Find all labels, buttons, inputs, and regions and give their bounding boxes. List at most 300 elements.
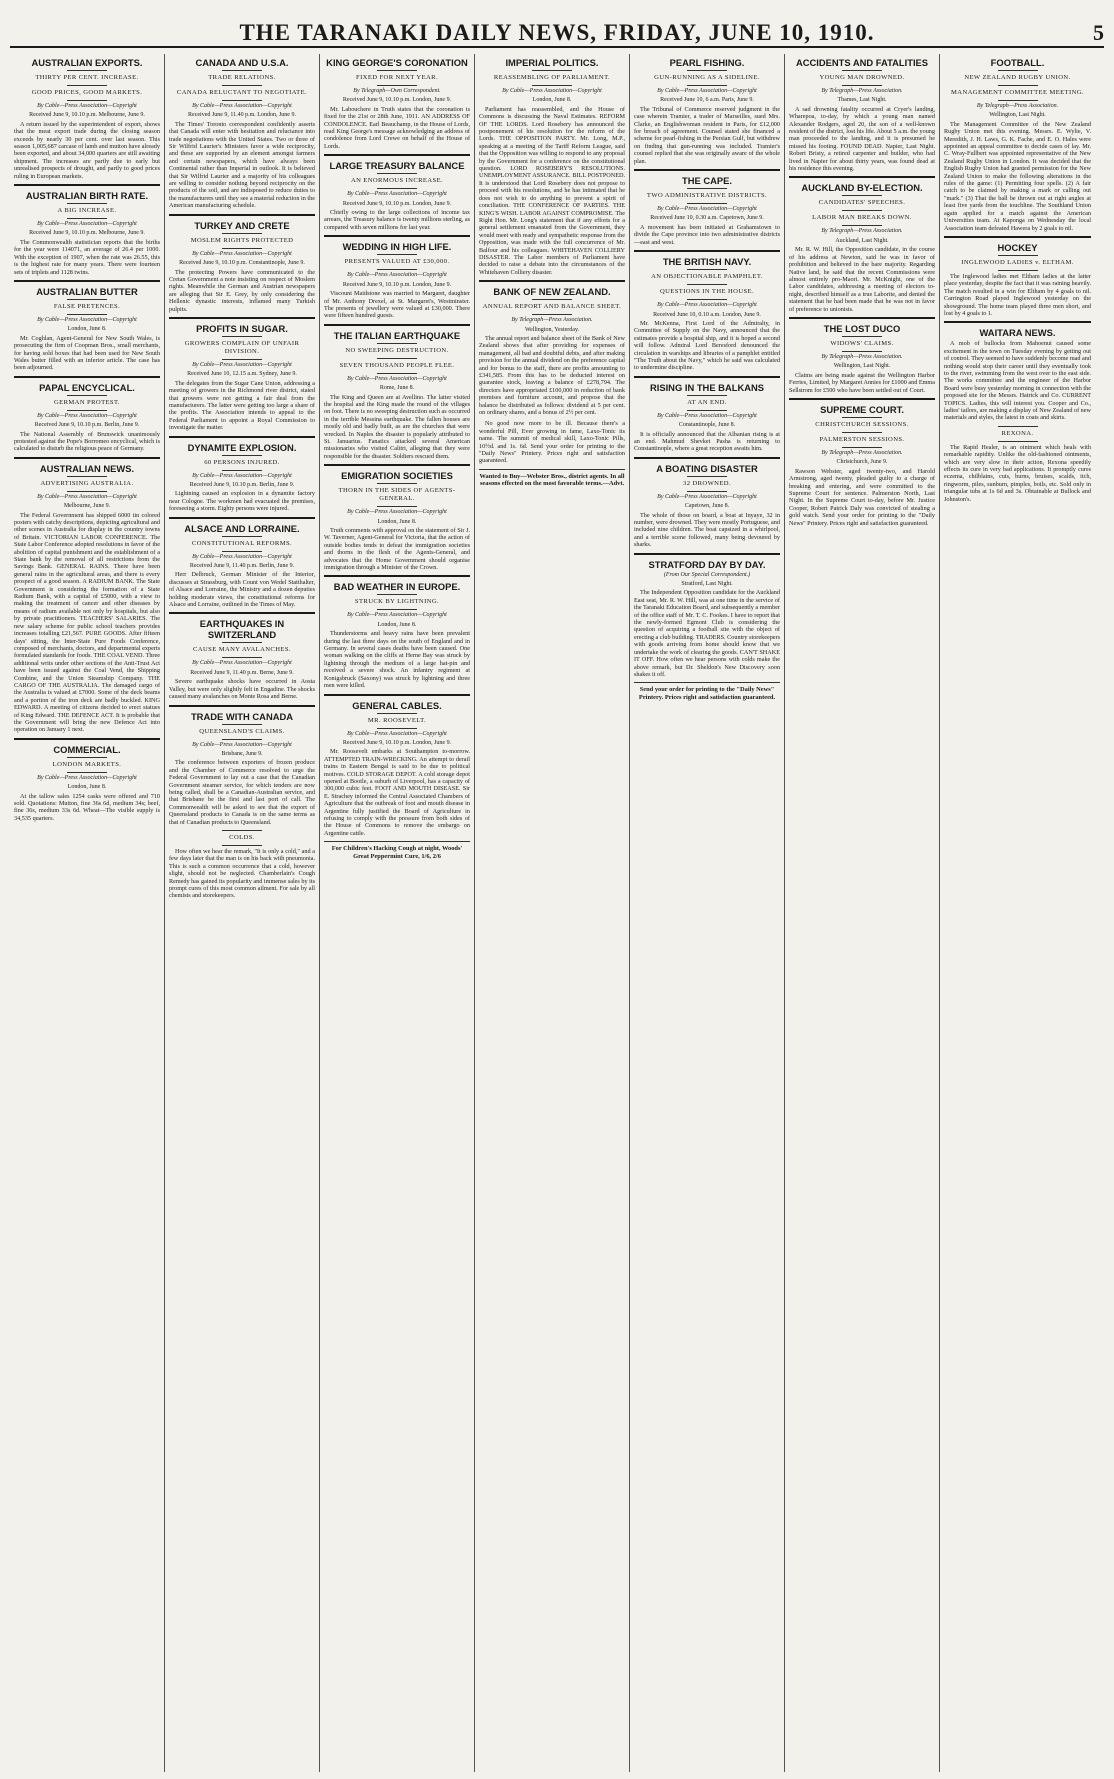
article-subheading: CANADA RELUCTANT TO NEGOTIATE. [176, 89, 308, 96]
article-dateline: Received June 9, 10.10 p.m. London, June 9. [342, 97, 452, 104]
article-subheading: MOSLEM RIGHTS PROTECTED [190, 236, 294, 244]
article-headline: HOCKEY [944, 236, 1091, 253]
article-body: A sad drowning fatality occurred at Cryer's landing, Wharepoa, to-day, by which a young man named Alexander Rodgers, aged 20, the son of a well-known resident of the district, lost his life. About 5 a.m. the young man proceeded to the landing, and it is presumed he missed his footing. FOUND DEAD. Napier, Last Night. Robert Bristy, a retired carpenter and builder, who had lived in Napier for about thirty years, was found dead at his residence this evening. [789, 105, 935, 173]
divider-rule [222, 233, 262, 234]
article [169, 214, 315, 313]
article-dateline: Received June 9, 11.40 p.m. Berlin, June 9. [189, 563, 295, 570]
divider-rule [67, 299, 107, 300]
divider-rule [67, 85, 107, 86]
divider-rule [67, 70, 107, 71]
article [324, 464, 470, 571]
divider-rule [687, 395, 727, 396]
article [789, 317, 935, 394]
article-subheading: FIXED FOR NEXT YEAR. [356, 74, 438, 81]
article-body: Mr. Coghlan, Agent-General for New South Wales, is prosecuting the firm of Coopman Bros., small merchants, for having sold boxes that had been used for New South Wales butter filled with an inferior article. The case has been adjourned. [14, 334, 160, 372]
article-body: The Management Committee of the New Zealand Rugby Union met this evening. Messrs. E. Wylie, V. Meredith, J. H. Laws, G. K. Fache, and E. O. Hales were appointed an appeal committee to decide cases of lay. Mr. C. Wray-Fullbert was appointed representative of the New Zealand Rugby Union in London. It was decided that the English Rugby Union had granted permission for the New Zealand Union to make the following alterations in the rules of the game: (1) Permitting four spells. (2) A fair catch to be claimed by making a mark or calling out "mark." (3) That the ball be thrown out at right angles at least five yards from the touchline. The Southland Union again applied for a match against the American Universities team. At Kaponga on Wednesday the local Association team defeated Hawera by 2 goals to nil. [944, 120, 1091, 232]
divider-rule [67, 476, 107, 477]
page-number: 5 [1093, 20, 1104, 45]
divider-rule [222, 470, 262, 471]
article [479, 280, 625, 416]
article-body: Truth comments with approval on the statement of Sir J. W. Taverner, Agent-General for Victoria, that the action of outside bodies tends to defeat the immigration societies and thorns in the flesh of the Agents-General, and advocates that the Home Government should organise immigration through a Minister of the Crown. [324, 527, 470, 572]
article-byline: By Cable—Press Association—Copyright [37, 316, 137, 323]
article-subheading: AN ENORMOUS INCREASE. [350, 177, 444, 185]
article [169, 57, 315, 210]
article-body: The conference between exporters of frozen produce and the Chamber of Commerce resolved to urge the Federal Government to lay out a case that the Canadian Government steamer service, for which tenders are now being called, shall be a Canadian-Australian service, and that Brisbane be the first and last port of call. The Commonwealth will be asked to see that the export of Queensland products to Canada is on the same terms as that of Canadian products to Queensland. [169, 759, 315, 826]
column-4 [475, 54, 630, 1772]
article-byline: By Cable—Press Association—Copyright [347, 272, 447, 279]
article-dateline: Received June 9, 10.10 p.m. London, June 9. [342, 739, 452, 746]
divider-rule [222, 70, 262, 71]
divider-rule [842, 447, 882, 448]
divider-rule [687, 269, 727, 270]
article-byline: By Cable—Press Association—Copyright [192, 250, 292, 257]
article-byline: By Cable—Press Association—Copyright [37, 412, 137, 419]
article [324, 235, 470, 319]
divider-rule [998, 85, 1038, 86]
article-dateline: Received June 9, 10.10 p.m. Melbourne, June 9. [29, 230, 145, 237]
advertisement: For Children's Hacking Cough at night, Woods' Great Peppermint Cure, 1/6, 2/6 [324, 841, 470, 860]
article-headline: PEARL FISHING. [669, 57, 745, 68]
article-subheading: TWO ADMINISTRATIVE DISTRICTS. [646, 192, 768, 200]
article-headline: DYNAMITE EXPLOSION. [169, 436, 315, 453]
column-3 [320, 54, 475, 1772]
article-body: The Independent Opposition candidate for the Auckland East seat, Mr. R. W. Hill, was at one time in the service of the Taranaki Education Board, and subsequently a member of the office staff of Mr. T. C. Fookes. I have to report that the newly-formed Egmont Club is considering the question of acquiring a football site with the object of erecting a club building. TRADERS. Country storekeepers with goods arriving from home should know that we undertake the work of clearing the goods. CAN'T SHAKE IT OFF. How often we hear persons with colds make the above remark, but Dr. Sheldon's New Discovery soon shakes it off. [634, 589, 780, 678]
article-subheading: INGLEWOOD LADIES v. ELTHAM. [961, 258, 1074, 266]
divider-rule [67, 218, 107, 219]
article-byline: By Telegraph—Press Association. [511, 317, 593, 324]
article-byline: By Cable—Press Association—Copyright [657, 206, 757, 213]
divider-rule [377, 373, 417, 374]
article [789, 57, 935, 172]
article [324, 154, 470, 231]
article-subheading: A BIG INCREASE. [57, 207, 117, 215]
article-body: Parliament has reassembled, and the House of Commons is discussing the Naval Estimates. REFORM OF THE LORDS. Lord Rosebery has announced the postponement of his resolution for the reform of the Lords. THE OPPOSITION PARTY. Mr. Long, M.P., speaking at a meeting of the Tariff Reform League, said that the Opposition was willing to respond to any proposal by the Government for a conference on the constitutional question. LORD ROSEBERY'S RESOLUTIONS. UNEMPLOYMENT ASSURANCE. BILL POSTPONED. It is understood that Lord Rosebery does not propose to proceed with his resolutions, and he has intimated that he does not wish to do anything to prevent a spirit of conciliation. THE CONFERENCE OF PARTIES. THE KING'S WISH. LABOR AGAINST COMPROMISE. The Right Hon. Mr. Long's statement that if any efforts for a general settlement emanated from the Government, they would meet with ready and sympathetic response from the Opposition, was made with the full concurrence of Mr. Balfour and his colleagues. WHITEHAVEN COLLIERY DISASTER. The Labor members of Parliament have decided to raise a debate into the circumstances of the Whitehaven Colliery disaster. [479, 105, 625, 276]
article-subheading: PALMERSTON SESSIONS. [819, 435, 905, 443]
article-dateline: London, June 8. [377, 621, 417, 628]
article-subheading: QUEENSLAND'S CLAIMS. [199, 727, 285, 735]
column-1 [10, 54, 165, 1772]
article-subheading: PRESENTS VALUED AT £30,000. [344, 258, 450, 266]
divider-rule [532, 70, 572, 71]
article-subheading: TRADE RELATIONS. [208, 74, 276, 81]
article-headline: THE ITALIAN EARTHQUAKE [324, 324, 470, 341]
article [14, 738, 160, 822]
article-body: The Times' Toronto correspondent confidently asserts that Canada will enter with hesitation and reluctance into trade negotiations with the United States. Two or three of Sir Wilfrid Laurier's Ministers favor a wide reciprocity, and these are supported by an element amongst farmers and certain newspapers, which have always been Continental rather than Imperial in outlook. It is believed that Sir Wilfrid Laurier and a majority of his colleagues are willing to consider nothing beyond reciprocity on the products of the soil, and are indisposed to reduce duties to the manufacturers until they see a material reduction in the American manufacturing schedule. [169, 120, 315, 210]
article [14, 457, 160, 734]
divider-rule [687, 410, 727, 411]
divider-rule [687, 284, 727, 285]
divider-rule [377, 713, 417, 714]
article-byline: By Telegraph—Press Association. [821, 353, 903, 360]
article-body: The delegates from the Sugar Cane Union, addressing a meeting of growers in the Richmond river district, stated that growers were not getting a fair deal from the manufacturers. The latter were getting too large a share of the profits. The Association intends to appeal to the Federal Parliament to appoint a Royal Commission to investigate the matter. [169, 379, 315, 432]
divider-rule [67, 491, 107, 492]
article-byline: By Cable—Press Association—Copyright [192, 103, 292, 109]
article-byline: By Cable—Press Association—Copyright [347, 509, 447, 516]
article-headline: GENERAL CABLES. [324, 694, 470, 711]
divider-rule [222, 359, 262, 360]
article [169, 436, 315, 513]
article-dateline: Received June 10, 0.30 a.m. Capetown, June 9. [650, 215, 764, 222]
article-body: It is officially announced that the Albanian rising is at an end. Mahmud Shevket Pasha is returning to Constantinople, where a great reception awaits him. [634, 430, 780, 453]
article-byline: By Cable—Press Association—Copyright [192, 660, 292, 667]
article-body: Herr Delbruck, German Minister of the Interior, discusses at Strassburg, with Count von Wedel Statthalter, of Alsace and Lorraine, the Ministry and a dozen deputies holding moderate views, the constitutional reforms for Alsace and Lorraine, outlined in the Times of May. [169, 571, 315, 609]
divider-rule [998, 441, 1038, 442]
article-body: The King and Queen are at Avellino. The latter visited the hospital and the King made the round of the villages on foot. There is no sweeping destruction such as occurred in the terrible Messina earthquake. The fallen houses are mostly old and badly built, as are the churches that were wrecked. In Naples the disaster is popularly attributed to St. Januarius. Fanatics attacked several American missionaries who visited Calitri, alleging that they were responsible for the disaster. Soldiers rescued them. [324, 393, 470, 460]
article-byline: By Cable—Press Association—Copyright [192, 553, 292, 560]
divider-rule [67, 395, 107, 396]
article-subheading: REASSEMBLING OF PARLIAMENT. [493, 74, 611, 81]
article-body: Thunderstorms and heavy rains have been prevalent during the last three days on the south of England and in Germany. In several cases deaths have been caused. One woman walking on the cliffs at Herne Bay was struck by lightning through the medium of a large hat-pin and received a severe shock. An infantry regiment at Konigsbruck (Saxony) was struck by lightning and three men were killed. [324, 630, 470, 690]
article-byline: By Cable—Press Association—Copyright [347, 375, 447, 382]
article-subheading: MR. ROOSEVELT. [367, 716, 427, 724]
article-headline: A BOATING DISASTER [634, 457, 780, 474]
divider-rule [222, 642, 262, 643]
article-byline: By Cable—Press Association—Copyright [192, 472, 292, 479]
divider-rule [377, 173, 417, 174]
article [324, 575, 470, 689]
article [944, 236, 1091, 317]
divider-rule [532, 85, 572, 86]
divider-rule [687, 476, 727, 477]
article-body: The National Assembly of Brunswick unanimously protested against the Pope's Borromeo encyclical, which is calculated to disturb the religious peace of Germany. [14, 430, 160, 453]
article [634, 250, 780, 372]
divider-rule [377, 343, 417, 344]
article-body: Claims are being made against the Wellington Harbor Ferries, Limited, by Margaret Annies for £1000 and Emma Sellstrom for £500 who have been settled out of Court. [789, 371, 935, 394]
divider-rule [687, 491, 727, 492]
article-headline: RISING IN THE BALKANS [634, 376, 780, 393]
article-dateline: Melbourne, June 9. [63, 503, 111, 510]
article [169, 705, 315, 826]
newspaper-title: THE TARANAKI DAILY NEWS, FRIDAY, JUNE 10, 1910. [239, 20, 875, 45]
divider-rule [67, 203, 107, 204]
divider-rule [687, 299, 727, 300]
article [789, 398, 935, 527]
article-body: The Rapid Healer, is an ointment which heals with remarkable rapidity. Unlike the old-fashioned ointments, which are very slow in their action, Rexona speedily effects its cure in very bad applications. It promptly cures eczema, chilblains, cuts, burns, bruises, scalds, itch, ringworm, piles, sunburn, pimples, boils, etc. Sold only in triangular tubs at 1s 6d and 3s. Obtainable at Bullock and Johnston's. [944, 443, 1091, 503]
divider-rule [222, 536, 262, 537]
article [634, 553, 780, 679]
article-body: How often we hear the remark, "It is only a cold," and a few days later that the man is on his back with pneumonia. This is such a common occurrence that a cold, however slight, should not be neglected. Chamberlain's Cough Remedy has gained its popularity and immense sales by its prompt cures of this most common ailment. For sale by all chemists and storekeepers. [169, 847, 315, 900]
article-headline: WEDDING IN HIGH LIFE. [324, 235, 470, 252]
article-body: Mr. Roosevelt embarks at Southampton to-morrow. ATTEMPTED TRAIN-WRECKING. An attempt to derail trains in Eastern Bengal is said to be due to political motives. COLD STORAGE DEPOT. A cold storage depot opened at Bootle, a suburb of Liverpool, has a capacity of 300,000 cubic feet. FOOT AND MOUTH DISEASE. Sir E. Strachey informed the Central Associated Chambers of Agriculture that the outbreak of foot and mouth disease in Argentine fully justified the Board of Agriculture in refusing to comply with the pressure from both sides of the House of Commons to remove the embargo on Argentine cattle. [324, 748, 470, 837]
article-headline: KING GEORGE'S CORONATION [326, 57, 468, 68]
article-body: The protecting Powers have communicated to the Cretan Government a note insisting on respect of Moslem rights. Meanwhile the German and Austrian newspapers are alleging that Sir E. Grey, by only considering the Hellenic dynastic interests, inflamed many Turkish pulpits. [169, 268, 315, 313]
article-dateline: London, June 8. [532, 97, 572, 104]
article-body: A return issued by the superintendent of export, shows that the meat export trade during the closing season exceeds by nearly 30 per cent. over last season. This season 1,005,687 carcase of lamb and mutton have already been exported, and about 34,000 quarters are still awaiting shipment. The increases are partly due to early but unrealised prospects of drought, and partly to good prices ruling in European markets. [14, 120, 160, 180]
article-dateline: London, June 8. [67, 326, 107, 333]
article-byline: By Telegraph—Press Association. [821, 88, 903, 94]
article-dateline: Received June 10, 0.10 a.m. London, June 9. [653, 311, 761, 318]
divider-rule [67, 100, 107, 101]
article-headline: AUSTRALIAN BUTTER [14, 280, 160, 297]
article-headline: THE BRITISH NAVY. [634, 250, 780, 267]
article-body: The Tribunal of Commerce reserved judgment in the case wherein Tramier, a trader of Marseilles, sued Mrs. Clarke, an Englishwoman resident in Paris, for £12,000 for breach of agreement. Counsel stated she financed a scheme for pearl-fishing in the Persian Gulf, but withdrew on finding that gun-running was included. Tramier's counsel replied that she was originally aware of the whole plan. [634, 105, 780, 165]
article-dateline: Received June 9, 10.10 p.m. Berlin, June 9. [34, 422, 140, 429]
divider-rule [377, 70, 417, 71]
article-body: Severe earthquake shocks have occurred in Aosta Valley, but were only slightly felt in Engadine. The shocks caused many avalanches on Monte Rosa and Berne. [169, 678, 315, 701]
divider-rule [998, 426, 1038, 427]
article-body: A mob of bullocks from Mahoenui caused some excitement in the town on Tuesday evening by getting out of control. They seemed to have suddenly become mad and nothing would stop their career until they eventually took to the river, swimming from the west over to the east side. The works committee and the engineer of the Harbor Board were busy yesterday morning in connection with the proposed site for the Messrs. Hatrick and Co. CURRENT TOPICS. Ladies, this will interest you. Cooper and Co., ladies' tailors, are making a display of New Zealand of new materials and styles, the latest in coats and skirts. [944, 340, 1091, 422]
article [169, 317, 315, 432]
article-byline: By Cable—Press Association—Copyright [192, 361, 292, 368]
article [14, 376, 160, 453]
article-headline: IMPERIAL POLITICS. [505, 57, 599, 68]
article-dateline: London, June 8. [67, 784, 107, 791]
article [634, 169, 780, 246]
article-headline: PAPAL ENCYCLICAL. [14, 376, 160, 393]
article-body: Chiefly owing to the large collections of income tax arrears, the Treasury balance is twenty millions sterling, as compared with seven millions for last year. [324, 209, 470, 231]
divider-rule [842, 210, 882, 211]
divider-rule [998, 70, 1038, 71]
divider-rule [67, 772, 107, 773]
article-headline: ALSACE AND LORRAINE. [169, 517, 315, 534]
article-headline: CANADA AND U.S.A. [195, 57, 289, 68]
article [324, 57, 470, 150]
article-subheading: QUESTIONS IN THE HOUSE. [659, 288, 755, 296]
article-subheading: GOOD PRICES, GOOD MARKETS. [31, 89, 143, 96]
article [324, 324, 470, 460]
article-headline: EARTHQUAKES IN SWITZERLAND [169, 612, 315, 640]
article-subheading: COLDS. [229, 833, 255, 841]
article [944, 321, 1091, 421]
article [944, 57, 1091, 232]
article-dateline: Received June 9, 10.10 p.m. London, June 9. [342, 281, 452, 288]
article-subheading: 32 DROWNED. [683, 479, 731, 487]
article-body: The Inglewood ladies met Eltham ladies at the latter place yesterday, despite the fact that it was raining heavily. The match resulted in a win for Eltham by 4 goals to nil. Carrington Road played Inglewood yesterday on the showground. The home team played three men short, and lost by 4 goals to 1. [944, 272, 1091, 317]
article-subheading: NO SWEEPING DESTRUCTION. [345, 346, 449, 354]
divider-rule [842, 195, 882, 196]
divider-rule [377, 358, 417, 359]
article-body: Lightning caused an explosion in a dynamite factory near Cologne. The workmen had evacuated the premises, foreseeing a storm. Eighty persons were injured. [169, 490, 315, 513]
article-body: The Commonwealth statistician reports that the births for the year were 114071, an average of 26.4 per 1000. With the exception of 1907, when the rate was 26.55, this is the highest rate for many years. There were fourteen sets of triplets and 1128 twins. [14, 238, 160, 276]
article-byline: By Cable—Press Association—Copyright [37, 774, 137, 781]
divider-rule [998, 255, 1038, 256]
article-dateline: Christchurch, June 9. [836, 459, 888, 466]
article-headline: AUSTRALIAN NEWS. [14, 457, 160, 474]
article-headline: PROFITS IN SUGAR. [169, 317, 315, 334]
divider-rule [842, 70, 882, 71]
divider-rule [67, 410, 107, 411]
article-dateline: Wellington, Yesterday. [524, 326, 580, 333]
article [169, 612, 315, 700]
divider-rule [222, 85, 262, 86]
divider-rule [377, 269, 417, 270]
article-subheading: MANAGEMENT COMMITTEE MEETING. [951, 89, 1084, 96]
divider-rule [377, 254, 417, 255]
divider-rule [222, 551, 262, 552]
article-headline: THE LOST DUCO [789, 317, 935, 334]
article-byline: By Cable—Press Association—Copyright [502, 88, 602, 94]
article [634, 457, 780, 549]
article-dateline: Received June 9, 10.10 p.m. Berlin, June 9. [189, 482, 295, 488]
article-headline: TURKEY AND CRETE [169, 214, 315, 231]
article-byline: By Cable—Press Association—Copyright [347, 730, 447, 737]
article-dateline: Received June 9, 11.40 p.m. London, June 9. [188, 112, 296, 119]
article-headline: LARGE TREASURY BALANCE [324, 154, 470, 171]
advertisement: Wanted to Buy—Webster Bros., district agents. In all seasons effected on the most favorable terms.—Advt. [479, 469, 625, 488]
article-byline: By Telegraph—Own Correspondent. [353, 88, 441, 94]
article-byline: By Cable—Press Association—Copyright [657, 412, 757, 419]
divider-rule [377, 506, 417, 507]
divider-rule [842, 351, 882, 352]
divider-rule [842, 336, 882, 337]
divider-rule [222, 455, 262, 456]
article-byline: By Cable—Press Association—Copyright [192, 741, 292, 748]
article-headline: STRATFORD DAY BY DAY. [634, 553, 780, 570]
divider-rule [67, 314, 107, 315]
divider-rule [377, 483, 417, 484]
article-byline: By Cable—Press Association—Copyright [657, 88, 757, 94]
article-subheading: YOUNG MAN DROWNED. [819, 74, 905, 81]
divider-rule [67, 757, 107, 758]
divider-rule [222, 830, 262, 831]
divider-rule [377, 728, 417, 729]
article-headline: FOOTBALL. [990, 57, 1045, 68]
column-6 [785, 54, 940, 1772]
article-body: Mr. R. W. Hill, the Opposition candidate, in the course of his address at Newton, said he was in favor of prohibition and believed in the bare majority. Regarding Native land, he said that the recent Commissions were almost entirely pro-Maori. Mr. McKnight, one of the Labor candidates, addressing a meeting of electors to-night, described himself as a true Laborite, and denied the statement that he had been made that he was not in favor of preference to unionists. [789, 246, 935, 313]
advertisement: Send your order for printing to the "Daily News" Printery. Prices right and satisfaction guaranteed. [634, 682, 780, 701]
article-byline: By Telegraph—Press Association. [821, 449, 903, 456]
divider-rule [222, 739, 262, 740]
divider-rule [687, 85, 727, 86]
column-5 [630, 54, 785, 1772]
article-subheading: CHRISTCHURCH SESSIONS. [815, 420, 909, 428]
article-byline: By Cable—Press Association—Copyright [347, 612, 447, 619]
article-dateline: London, June 8. [377, 518, 417, 525]
divider-rule [377, 609, 417, 610]
article-subheading: STRUCK BY LIGHTNING. [354, 598, 440, 606]
divider-rule [532, 299, 572, 300]
column-2 [165, 54, 320, 1772]
article-subheading: NEW ZEALAND RUGBY UNION. [964, 74, 1071, 81]
article-byline: By Cable—Press Association—Copyright [347, 191, 447, 198]
article [634, 376, 780, 453]
article-headline: ACCIDENTS AND FATALITIES [795, 57, 929, 68]
article-dateline: Received June 9, 10.10 p.m. London, June 9. [342, 200, 452, 207]
article-subheading: AN OBJECTIONABLE PAMPHLET. [651, 273, 763, 281]
article-subheading: THORN IN THE SIDES OF AGENTS-GENERAL. [338, 487, 456, 503]
article-headline: AUSTRALIAN EXPORTS. [31, 57, 143, 68]
article-byline: By Telegraph—Press Association. [821, 228, 903, 235]
divider-rule [842, 85, 882, 86]
article [789, 176, 935, 312]
article-body: The whole of those on board, a boat at Inyaye, 32 in number, were drowned. They were mostly Portuguese, and included nine children. The boat capsized in a whirlpool, and a terrible scene followed, many being devoured by sharks. [634, 511, 780, 549]
article-headline: AUSTRALIAN BIRTH RATE. [14, 184, 160, 201]
article-dateline: Rome, June 8. [379, 385, 415, 392]
article-subheading: THIRTY PER CENT. INCREASE. [35, 74, 139, 81]
article-subheading: CAUSE MANY AVALANCHES. [193, 646, 291, 654]
article [324, 694, 470, 838]
article-dateline: Stratford, Last Night. [681, 581, 733, 588]
article-subheading: CONSTITUTIONAL REFORMS. [191, 539, 293, 547]
article-body: Mr. McKenna, First Lord of the Admiralty, in Committee of Supply on the Navy, announced that the estimates provide a hospital ship, and it is hoped a second will follow. Admiral Lord Beresford denounced the circulation in warships and libraries of a pamphlet entitled "The Truth about the Navy," which he said was calculated to undermine discipline. [634, 319, 780, 372]
article [169, 517, 315, 609]
divider-rule [998, 270, 1038, 271]
divider-rule [842, 417, 882, 418]
divider-rule [222, 657, 262, 658]
divider-rule [377, 188, 417, 189]
article-body: Rawson Webster, aged twenty-two, and Harold Armstrong, aged twenty, pleaded guilty to a charge of breaking and entering, and were committed to the Supreme Court for sentence. Palmerston North, Last Night. In the Supreme Court to-day, before Mr. Justice Cooper, Robert Patrick Daly was convicted of stealing a gold watch. Send your order for printing to the "Daily News" Printery. Prices right and satisfaction guaranteed. [789, 467, 935, 527]
divider-rule [842, 225, 882, 226]
article-headline: BANK OF NEW ZEALAND. [479, 280, 625, 297]
divider-rule [377, 85, 417, 86]
divider-rule [222, 248, 262, 249]
article-subheading: GUN-RUNNING AS A SIDELINE. [654, 74, 760, 81]
article-headline: BAD WEATHER IN EUROPE. [324, 575, 470, 592]
article-body: A movement has been initiated at Grahamstown to divide the Cape province into two administrative districts—east and west. [634, 223, 780, 246]
article-dateline: Received June 10, 6 a.m. Paris, June 9. [660, 97, 754, 104]
divider-rule [687, 203, 727, 204]
article-body: The annual report and balance sheet of the Bank of New Zealand shows that after providing for expenses of management, all bad and doubtful debts, and after making provision for the annual dividend on the preference capital and for bonus to the staff, there are profits amounting to £341,585. From this has to be deducted interest on guarantee stock, leaving a balance of £278,794. The directors have appropriated £100,000 in reduction of bank premises and furniture account, and propose that the balance be distributed as follows: dividend at 5 per cent. on ordinary shares, and a bonus of 2½ per cent. [479, 334, 625, 417]
article-body: Viscount Maidstone was married to Margaret, daughter of Mr. Anthony Drexel, at St. Margaret's, Westminster. The presents of jewellery were valued at £30,000. There were fifteen hundred guests. [324, 290, 470, 320]
article-dateline: Constantinople, June 8. [678, 422, 736, 429]
article-byline: By Cable—Press Association—Copyright [37, 221, 137, 228]
article-body: At the tallow sales 1254 casks were offered and 710 sold. Quotations: Mutton, fine 36s 6d, medium 34s; beef, fine 36s, medium 33s 6d. Wheat—The visible supply is 34,535 quarters. [14, 792, 160, 822]
article [14, 280, 160, 372]
columns [10, 54, 1104, 1772]
article [14, 184, 160, 276]
article-byline: By Cable—Press Association—Copyright [657, 302, 757, 309]
article-subheading: CANDIDATES' SPEECHES. [818, 199, 906, 207]
article-byline: By Telegraph—Press Association. [976, 103, 1059, 109]
article-headline: WAITARA NEWS. [944, 321, 1091, 338]
article-subheading: LONDON MARKETS. [52, 760, 122, 768]
article-headline: SUPREME COURT. [789, 398, 935, 415]
article-dateline: Capetown, June 8. [684, 503, 730, 510]
divider-rule [377, 594, 417, 595]
article [944, 426, 1091, 503]
divider-rule [532, 314, 572, 315]
article-headline: TRADE WITH CANADA [169, 705, 315, 722]
article [479, 57, 625, 276]
article-subheading: WIDOWS' CLAIMS. [830, 339, 894, 347]
column-7 [940, 54, 1095, 1772]
divider-rule [998, 100, 1038, 101]
article-subheading: GERMAN PROTEST. [54, 398, 120, 406]
divider-rule [222, 724, 262, 725]
article-subheading: REXONA. [1001, 429, 1034, 437]
article-byline: By Cable—Press Association—Copyright [37, 103, 137, 109]
article-dateline: Wellington, Last Night. [833, 363, 891, 370]
article [169, 830, 315, 900]
article-headline: THE CAPE. [634, 169, 780, 186]
article-dateline: Auckland, Last Night. [835, 237, 889, 244]
article-dateline: Received June 9, 11.40 p.m. Berne, June 9. [190, 669, 294, 676]
article-subheading: AT AN END. [687, 398, 727, 406]
article-subheading: FALSE PRETENCES. [53, 302, 121, 310]
divider-rule [222, 845, 262, 846]
article-subheading: LABOR MAN BREAKS DOWN. [812, 214, 912, 222]
article-dateline: Received June 9, 10.10 p.m. Constantinople, June 9. [179, 260, 305, 267]
article-subheading: ANNUAL REPORT AND BALANCE SHEET. [482, 303, 622, 311]
article-body: No good now more to be ill. Because there's a wonderful Pill, Ever growing in fame, Laxo-Tonic its name. The summit of medical skill, Laxo-Tonic Pills, 10½d. and 1s. 6d. Send your order for printing to the "Daily News" Printery. Prices right and satisfaction guaranteed. [479, 420, 625, 465]
article-subheading: SEVEN THOUSAND PEOPLE FLEE. [339, 361, 455, 369]
article-dateline: Wellington, Last Night. [989, 112, 1046, 119]
article [634, 57, 780, 165]
article-subheading: ADVERTISING AUSTRALIA. [40, 479, 134, 487]
masthead [10, 10, 1104, 48]
article-headline: EMIGRATION SOCIETIES [324, 464, 470, 481]
article [479, 420, 625, 464]
article-byline: By Cable—Press Association—Copyright [657, 493, 757, 500]
article-dateline: Received June 10, 12.15 a.m. Sydney, June 9. [187, 371, 297, 378]
article-dateline: Received June 9, 10.10 p.m. Melbourne, June 9. [29, 112, 145, 119]
article-byline: (From Our Special Correspondent.) [663, 571, 751, 578]
article-headline: AUCKLAND BY-ELECTION. [789, 176, 935, 193]
divider-rule [687, 188, 727, 189]
article-dateline: Thames, Last Night. [837, 97, 887, 104]
article-body: The Federal Government has shipped 6000 tin colored posters with catchy descriptions, depicting agricultural and other scenes in Australia for display in the country towns of Britain. VICTORIAN LABOR CONFERENCE. The State Labor Conference adopted resolutions in favor of the abolition of capital punishment and the establishment of a State bank by the removal of all restrictions from the Savings Bank. GENERAL RAINS. There have been general rains in the agricultural areas, and there is every prospect of a good season. A RADIUM BANK. The State Government is considering the formation of a State Radium Bank, with a capital of £5000, with a view to making the treatment of cancer and other diseases by means of radium available not only by hospitals, but also by private practitioners. TEACHERS' SALARIES. The new salary scheme for public school teachers provides increases totalling £21,567. PURE GOODS. After fifteen days' sitting, the Inter-State Pure Foods Conference, composed of merchants, doctors, and departmental experts formulated standards for foods. THE COAL VEND. Three additional writs under other sections of the Anti-Trust Act have been issued against the Coal Vend, the Shipping Combine, and the Union Steamship Company. THE CARGO OF THE AUSTRALIA. The damaged cargo of the Australia is valued at £7000. Some of the deck beams and a portion of the iron deck are badly buckled. KING EDWARD. A meeting of citizens decided to erect statues of King Edward. THE DEFENCE ACT. It is probable that the Government will bring the new Defence Act into operation on January 1 next. [14, 511, 160, 734]
article-headline: COMMERCIAL. [14, 738, 160, 755]
